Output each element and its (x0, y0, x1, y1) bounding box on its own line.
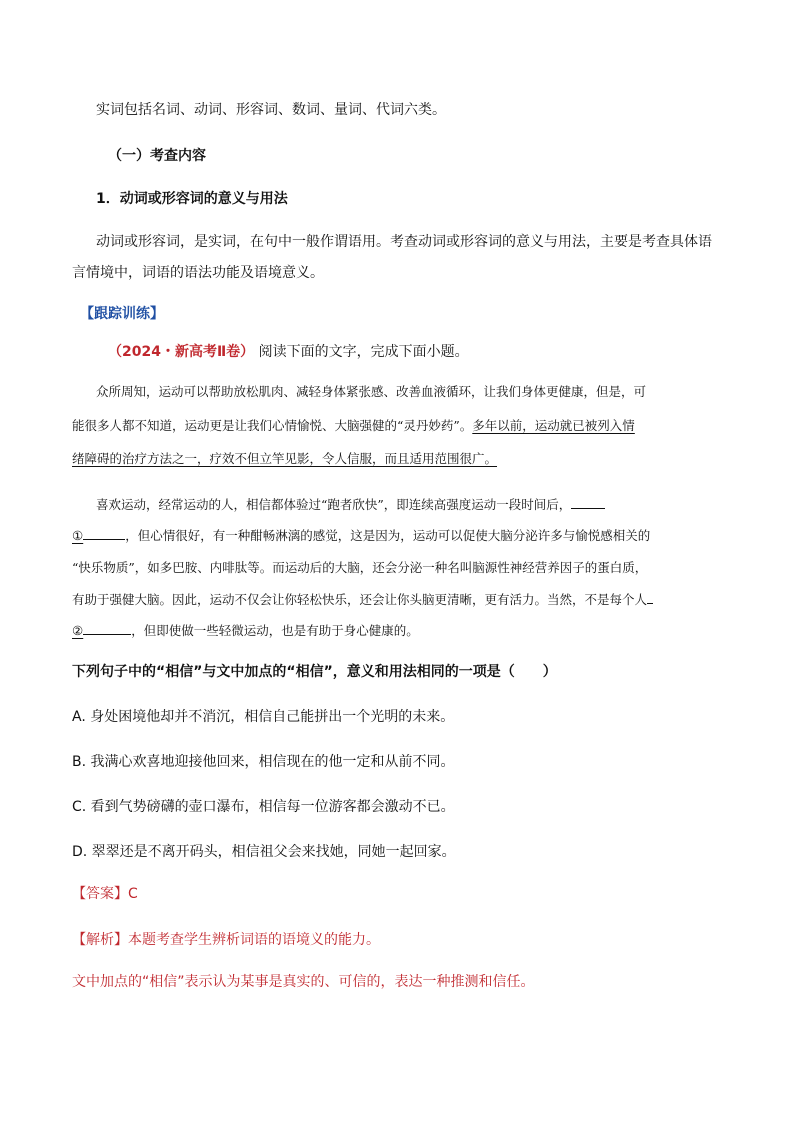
passage2-line-1 (96, 494, 605, 515)
subsection-title: 1．动词或形容词的意义与用法 (96, 191, 288, 207)
description-line-1: 动词或形容词，是实词，在句中一般作谓语用。考查动词或形容词的意义与用法，主要是考查具体语 (96, 234, 712, 250)
answer-line (72, 884, 138, 904)
analysis-text: 本题考查学生辨析词语的语境义的能力。 (128, 932, 380, 948)
question-source: （2024・新高考Ⅱ卷） (108, 344, 255, 360)
explanation-text: 文中加点的“相信”表示认为某事是真实的、可信的，表达一种推测和信任。 (72, 974, 535, 990)
option-c: C. 看到气势磅礴的壶口瀑布，相信每一位游客都会激动不已。 (72, 799, 455, 815)
blank-underline (571, 494, 605, 509)
reading-instruction: 阅读下面的文字，完成下面小题。 (258, 344, 469, 360)
answer-value: C (128, 886, 138, 902)
passage1-line-2 (72, 416, 635, 436)
option-b: B. 我满心欢喜地迎接他回来，相信现在的他一定和从前不同。 (72, 754, 455, 770)
question-stem: 下列句子中的“相信”与文中加点的“相信”，意义和用法相同的一项是（ ） (72, 664, 557, 680)
passage2-line-3: “快乐物质”，如多巴胺、内啡肽等。而运动后的大脑，还会分泌一种名叫脑源性神经营养因子的蛋白质， (72, 560, 648, 575)
description-line-2: 言情境中，词语的语法功能及语境意义。 (72, 265, 324, 281)
blank-underline (647, 589, 653, 604)
passage1-line-2a: 能很多人都不知道，运动更是让我们心情愉悦、大脑强健的“灵丹妙药”。 (72, 418, 473, 433)
blank-1-marker: ① (72, 528, 84, 543)
option-d: D. 翠翠还是不离开码头，相信祖父会来找她，同她一起回家。 (72, 844, 456, 860)
blank-2-marker: ② (72, 623, 84, 638)
passage2-line-2-text: ，但心情很好，有一种酣畅淋漓的感觉，这是因为，运动可以促使大脑分泌许多与愉悦感相关的 (125, 528, 651, 543)
analysis-label: 【解析】 (72, 932, 128, 948)
passage2-line-1-text: 喜欢运动，经常运动的人，相信都体验过“跑者欣快”，即连续高强度运动一段时间后， (96, 497, 572, 512)
analysis-line (72, 930, 380, 950)
passage2-line-5-text: ，但即使做一些轻微运动，也是有助于身心健康的。 (131, 623, 419, 638)
section-title: （一）考查内容 (108, 148, 206, 164)
practice-label: 【跟踪训练】 (80, 306, 164, 322)
passage2-line-4-text: 有助于强健大脑。因此，运动不仅会让你轻松快乐，还会让你头脑更清晰，更有活力。当然，不是每个人 (72, 592, 648, 607)
blank-2-underline (83, 620, 131, 635)
question-source-line (108, 342, 469, 362)
passage2-line-5 (72, 620, 419, 641)
option-a: A. 身处困境他却并不消沉，相信自己能拼出一个光明的未来。 (72, 709, 455, 725)
blank-1-underline (83, 525, 125, 540)
passage1-line-3: 绪障碍的治疗方法之一，疗效不但立竿见影，令人信服，而且适用范围很广。 (72, 451, 498, 466)
passage2-line-2 (72, 525, 650, 546)
passage2-line-4 (72, 589, 653, 610)
passage1-line-1: 众所周知，运动可以帮助放松肌肉、减轻身体紧张感、改善血液循环，让我们身体更健康，但是，可 (96, 384, 647, 399)
passage1-underlined-sentence: 多年以前，运动就已被列入情 (472, 418, 635, 433)
intro-text: 实词包括名词、动词、形容词、数词、量词、代词六类。 (96, 102, 446, 118)
answer-label: 【答案】 (72, 886, 128, 902)
